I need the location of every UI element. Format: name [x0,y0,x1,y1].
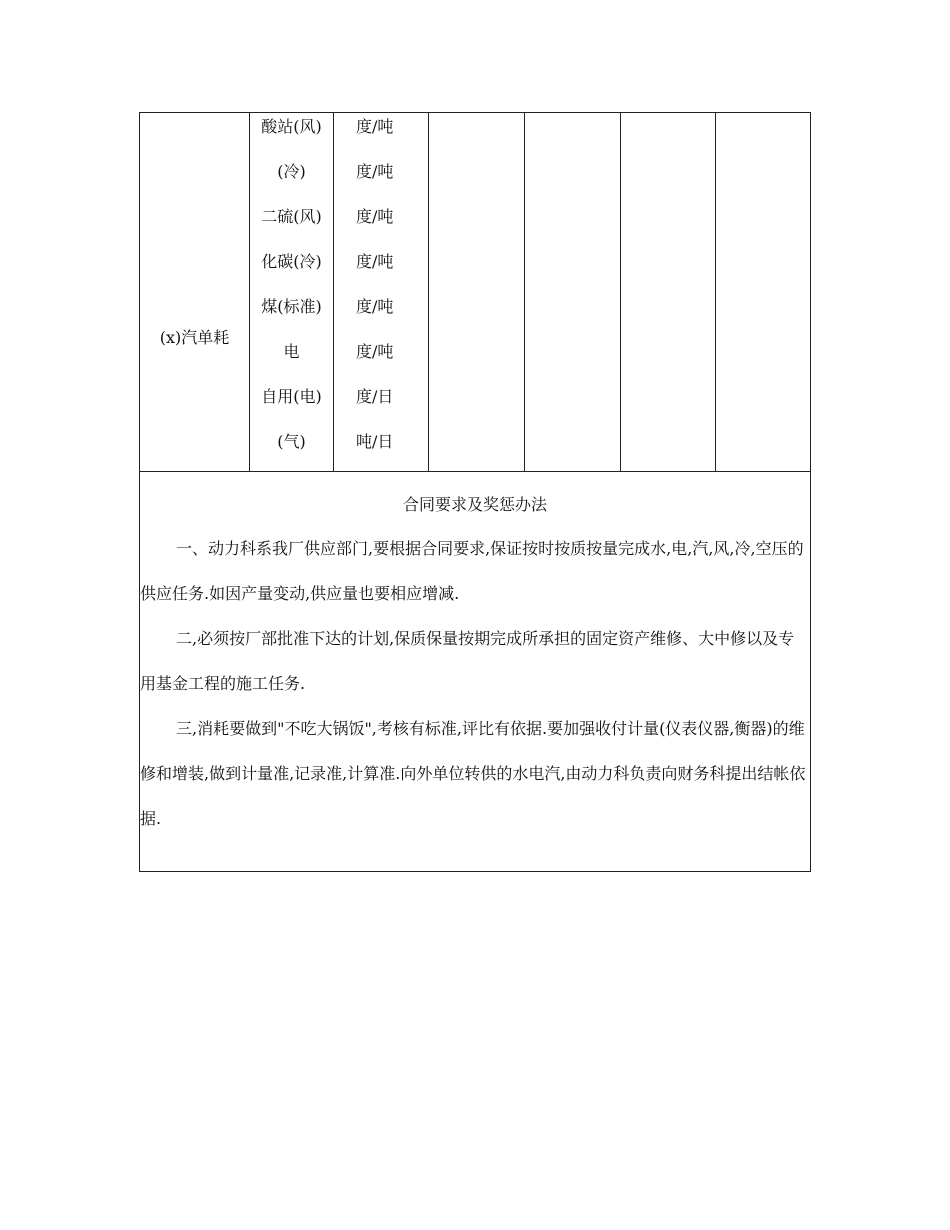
column-divider [428,113,429,471]
unit-cell: 度/吨 [356,342,394,361]
paragraph-2: 二,必须按厂部批准下达的计划,保质保量按期完成所承担的固定资产维修、大中修以及专用基金工程的施工任务. [140,629,795,693]
paragraph-3: 三,消耗要做到"不吃大锅饭",考核有标准,评比有依据.要加强收付计量(仪表仪器,衡器)的维修和增装,做到计量准,记录准,计算准.向外单位转供的水电汽,由动力科负责向财务科提出结帐依据. [140,719,806,828]
item-cell: (气) [277,432,306,451]
item-cell: (冷) [277,162,306,181]
unit-column [334,113,428,473]
row-divider [140,471,810,472]
unit-cell: 度/吨 [356,207,394,226]
unit-cell: 度/吨 [356,117,394,136]
category-cell: (x)汽单耗 [159,328,230,347]
section-title: 合同要求及奖惩办法 [402,495,547,514]
unit-cell: 度/吨 [356,162,394,181]
item-cell: 煤(标准) [261,297,322,316]
unit-cell: 度/吨 [356,252,394,271]
column-divider [524,113,525,471]
item-cell: 电 [283,342,300,361]
unit-cell: 度/吨 [356,297,394,316]
column-divider [715,113,716,471]
paragraph-1: 一、动力科系我厂供应部门,要根据合同要求,保证按时按质按量完成水,电,汽,风,冷,空压的供应任务.如因产量变动,供应量也要相应增减. [140,539,804,603]
contract-table [139,112,811,872]
item-column [250,113,333,473]
item-cell: 二硫(风) [261,207,322,226]
item-cell: 化碳(冷) [261,252,322,271]
item-cell: 酸站(风) [261,117,322,136]
item-cell: 自用(电) [261,387,322,406]
unit-cell: 吨/日 [356,432,394,451]
unit-cell: 度/日 [356,387,394,406]
column-divider [620,113,621,471]
